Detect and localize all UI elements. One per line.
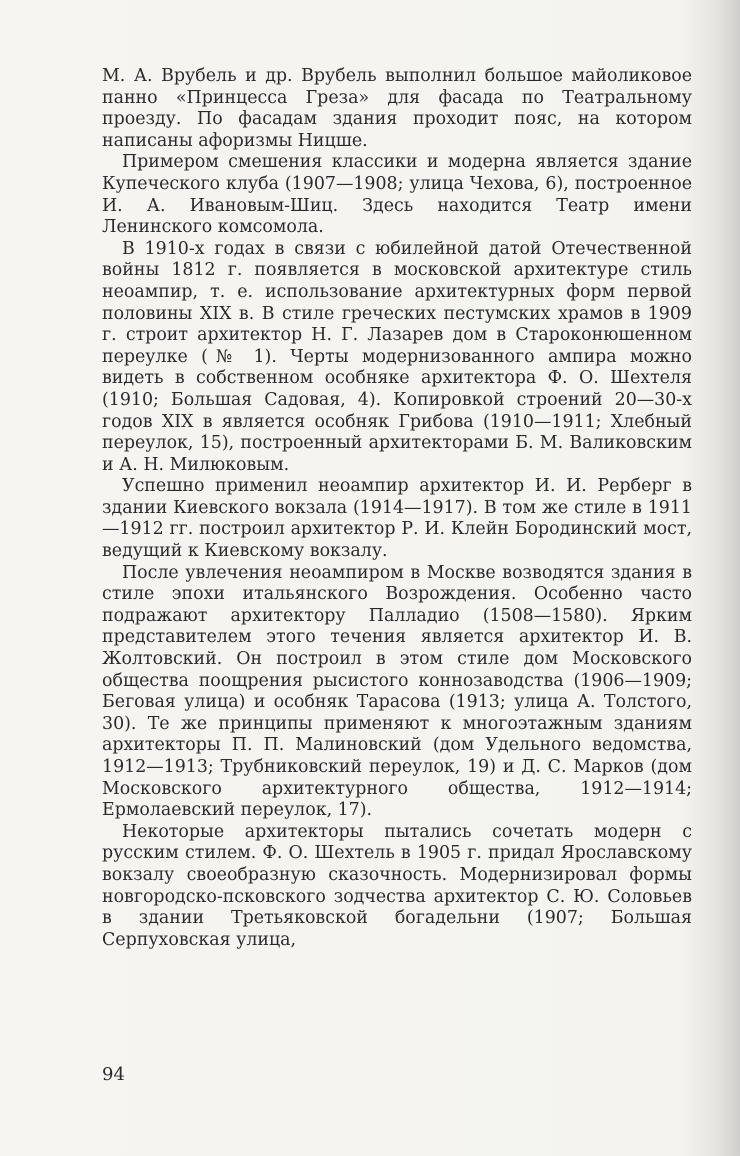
paragraph-4: Успешно применил неоампир архитектор И. И. Рерберг в здании Киевского вокзала (1914—1917). В том же стиле в 1911—1912 гг. построил архитектор Р. И. Клейн Бородинский мост, ведущий к Киевскому вокзалу. — [102, 476, 692, 562]
paragraph-1: М. А. Врубель и др. Врубель выполнил большое майоликовое панно «Принцесса Греза» для фасада по Театральному проезду. По фасадам здания проходит пояс, на котором написаны афоризмы Ницше. — [102, 66, 692, 151]
page-number: 94 — [102, 1064, 125, 1085]
paragraph-3: В 1910-х годах в связи с юбилейной датой Отечественной войны 1812 г. появляется в московской архитектуре стиль неоампир, т. е. использование архитектурных форм первой половины XIX в. В стиле греческих пестумских храмов в 1909 г. строит архитектор Н. Г. Лазарев дом в Староконюшенном переулке (№ 1). Черты модернизованного ампира можно видеть в собственном особняке архитектора Ф. О. Шехтеля (1910; Большая Садовая, 4). Копировкой строений 20—30-х годов XIX в является особняк Грибова (1910—1911; Хлебный переулок, 15), построенный архитекторами Б. М. Валиковским и А. Н. Милюковым. — [102, 238, 692, 475]
body-text — [102, 66, 692, 951]
paragraph-2: Примером смешения классики и модерна является здание Купеческого клуба (1907—1908; улица Чехова, 6), построенное И. А. Ивановым-Шиц. Здесь находится Театр имени Ленинского комсомола. — [102, 152, 692, 238]
paragraph-6: Некоторые архитекторы пытались сочетать модерн с русским стилем. Ф. О. Шехтель в 1905 г. придал Ярославскому вокзалу своеобразную сказочность. Модернизировал формы новгородско-псковского зодчества архитектор С. Ю. Соловьев в здании Третьяковской богадельни (1907; Большая Серпуховская улица, — [102, 821, 692, 950]
paragraph-5: После увлечения неоампиром в Москве возводятся здания в стиле эпохи итальянского Возрождения. Особенно часто подражают архитектору Палладио (1508—1580). Ярким представителем этого течения является архитектор И. В. Жолтовский. Он построил в этом стиле дом Московского общества поощрения рысистого коннозаводства (1906—1909; Беговая улица) и особняк Тарасова (1913; улица А. Толстого, 30). Те же принципы применяют к многоэтажным зданиям архитекторы П. П. Малиновский (дом Удельного ведомства, 1912—1913; Трубниковский переулок, 19) и Д. С. Марков (дом Московского архитектурного общества, 1912—1914; Ермолаевский переулок, 17). — [102, 562, 692, 821]
